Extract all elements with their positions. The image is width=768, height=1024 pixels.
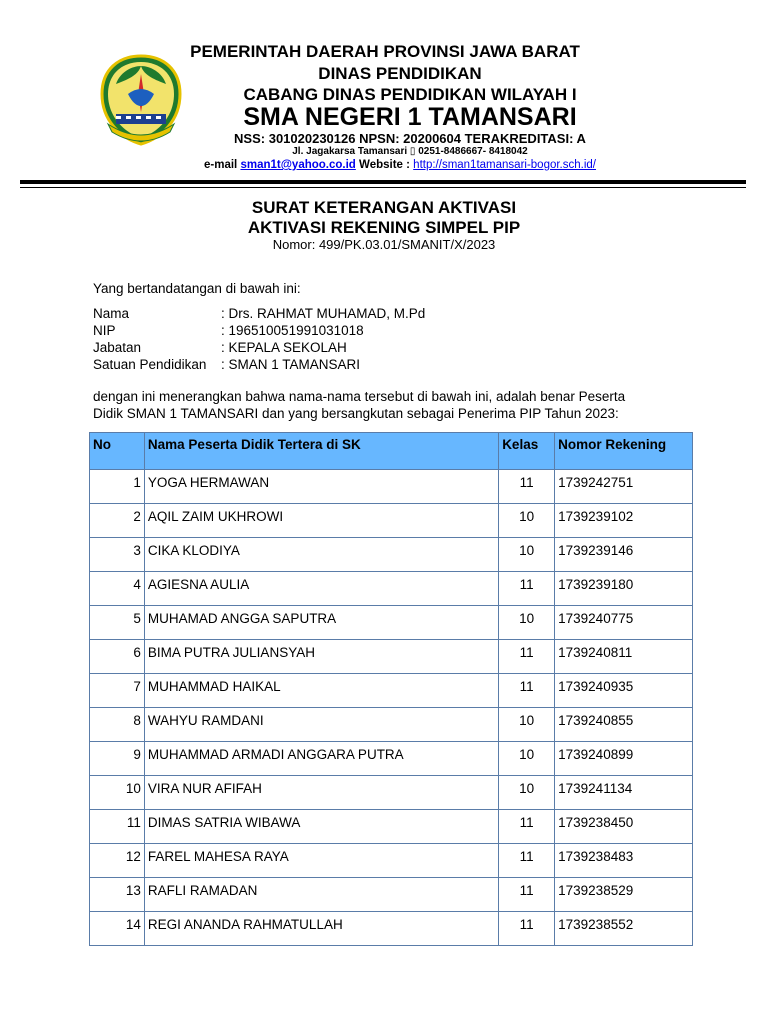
intro-text: Yang bertandatangan di bawah ini: [93, 281, 301, 296]
cell-rekening: 1739240855 [555, 708, 693, 742]
header-contacts [204, 159, 596, 171]
cell-kelas: 10 [499, 538, 555, 572]
field-label: NIP [93, 323, 116, 338]
cell-nama: BIMA PUTRA JULIANSYAH [144, 640, 498, 674]
table-header-row [90, 433, 693, 470]
header-government: PEMERINTAH DAERAH PROVINSI JAWA BARAT [190, 42, 580, 61]
header-rekening: Nomor Rekening [555, 433, 693, 470]
cell-rekening: 1739240935 [555, 674, 693, 708]
cell-no: 2 [90, 504, 145, 538]
cell-no: 4 [90, 572, 145, 606]
table-row [90, 776, 693, 810]
field-jabatan [93, 340, 347, 355]
cell-kelas: 11 [499, 640, 555, 674]
table-row [90, 606, 693, 640]
cell-kelas: 10 [499, 606, 555, 640]
email-link[interactable]: sman1t@yahoo.co.id [240, 159, 356, 171]
cell-no: 7 [90, 674, 145, 708]
table-row [90, 674, 693, 708]
table-row [90, 504, 693, 538]
cell-no: 5 [90, 606, 145, 640]
letter-subtitle: AKTIVASI REKENING SIMPEL PIP [247, 218, 521, 237]
cell-rekening: 1739242751 [555, 470, 693, 504]
field-satuan-pendidikan [93, 357, 360, 372]
field-value: : Drs. RAHMAT MUHAMAD, M.Pd [221, 306, 426, 321]
table-row [90, 708, 693, 742]
field-value: : SMAN 1 TAMANSARI [221, 357, 361, 372]
cell-kelas: 10 [499, 776, 555, 810]
cell-nama: RAFLI RAMADAN [144, 878, 498, 912]
cell-no: 8 [90, 708, 145, 742]
header-no: No [90, 433, 145, 470]
email-label: e-mail [204, 159, 238, 171]
cell-kelas: 11 [499, 674, 555, 708]
cell-no: 9 [90, 742, 145, 776]
cell-no: 1 [90, 470, 145, 504]
header-school-name: SMA NEGERI 1 TAMANSARI [243, 103, 577, 131]
field-nip [93, 323, 364, 338]
table-row [90, 538, 693, 572]
cell-kelas: 11 [499, 878, 555, 912]
cell-kelas: 10 [499, 504, 555, 538]
cell-nama: DIMAS SATRIA WIBAWA [144, 810, 498, 844]
cell-no: 14 [90, 912, 145, 946]
cell-rekening: 1739240775 [555, 606, 693, 640]
letter-number: Nomor: 499/PK.03.01/SMANIT/X/2023 [272, 237, 496, 252]
table-row [90, 470, 693, 504]
field-label: Satuan Pendidikan [93, 357, 207, 372]
cell-kelas: 10 [499, 742, 555, 776]
cell-no: 12 [90, 844, 145, 878]
cell-nama: FAREL MAHESA RAYA [144, 844, 498, 878]
cell-nama: YOGA HERMAWAN [144, 470, 498, 504]
statement-line: Didik SMAN 1 TAMANSARI dan yang bersangkutan sebagai Penerima PIP Tahun 2023: [93, 406, 619, 421]
cell-nama: MUHAMAD ANGGA SAPUTRA [144, 606, 498, 640]
cell-kelas: 10 [499, 708, 555, 742]
header-school-ids: NSS: 301020230126 NPSN: 20200604 TERAKREDITASI: A [234, 131, 586, 146]
header-branch: CABANG DINAS PENDIDIKAN WILAYAH I [243, 85, 577, 104]
jawa-barat-crest-icon [98, 54, 184, 146]
cell-rekening: 1739240811 [555, 640, 693, 674]
cell-no: 10 [90, 776, 145, 810]
cell-rekening: 1739239146 [555, 538, 693, 572]
cell-rekening: 1739239102 [555, 504, 693, 538]
letter-title: SURAT KETERANGAN AKTIVASI [251, 198, 517, 217]
cell-kelas: 11 [499, 844, 555, 878]
statement-paragraph [93, 388, 625, 422]
field-label: Nama [93, 306, 130, 321]
website-link[interactable]: http://sman1tamansari-bogor.sch.id/ [413, 159, 596, 171]
cell-rekening: 1739239180 [555, 572, 693, 606]
cell-rekening: 1739238483 [555, 844, 693, 878]
table-row [90, 640, 693, 674]
recipients-table [89, 432, 693, 946]
cell-kelas: 11 [499, 810, 555, 844]
cell-nama: AQIL ZAIM UKHROWI [144, 504, 498, 538]
header-kelas: Kelas [499, 433, 555, 470]
table-row [90, 878, 693, 912]
header-divider-thin [20, 187, 746, 188]
field-value: : 196510051991031018 [221, 323, 364, 338]
cell-no: 3 [90, 538, 145, 572]
table-row [90, 742, 693, 776]
header-nama: Nama Peserta Didik Tertera di SK [144, 433, 498, 470]
cell-nama: VIRA NUR AFIFAH [144, 776, 498, 810]
cell-rekening: 1739238450 [555, 810, 693, 844]
cell-nama: CIKA KLODIYA [144, 538, 498, 572]
website-label: Website : [359, 159, 410, 171]
cell-rekening: 1739238529 [555, 878, 693, 912]
cell-nama: WAHYU RAMDANI [144, 708, 498, 742]
table-row [90, 572, 693, 606]
cell-no: 11 [90, 810, 145, 844]
header-address: Jl. Jagakarsa Tamansari ▯ 0251-8486667- 8418042 [292, 146, 528, 157]
table-row [90, 912, 693, 946]
cell-kelas: 11 [499, 470, 555, 504]
cell-rekening: 1739240899 [555, 742, 693, 776]
cell-rekening: 1739238552 [555, 912, 693, 946]
cell-nama: MUHAMMAD HAIKAL [144, 674, 498, 708]
cell-rekening: 1739241134 [555, 776, 693, 810]
header-agency: DINAS PENDIDIKAN [318, 64, 482, 83]
field-label: Jabatan [93, 340, 142, 355]
cell-no: 6 [90, 640, 145, 674]
cell-kelas: 11 [499, 572, 555, 606]
cell-no: 13 [90, 878, 145, 912]
header-divider-thick [20, 180, 746, 184]
field-nama [93, 306, 425, 321]
cell-nama: REGI ANANDA RAHMATULLAH [144, 912, 498, 946]
statement-line: dengan ini menerangkan bahwa nama-nama tersebut di bawah ini, adalah benar Peserta [93, 389, 626, 404]
cell-nama: AGIESNA AULIA [144, 572, 498, 606]
cell-kelas: 11 [499, 912, 555, 946]
cell-nama: MUHAMMAD ARMADI ANGGARA PUTRA [144, 742, 498, 776]
field-value: : KEPALA SEKOLAH [221, 340, 347, 355]
table-row [90, 810, 693, 844]
table-row [90, 844, 693, 878]
